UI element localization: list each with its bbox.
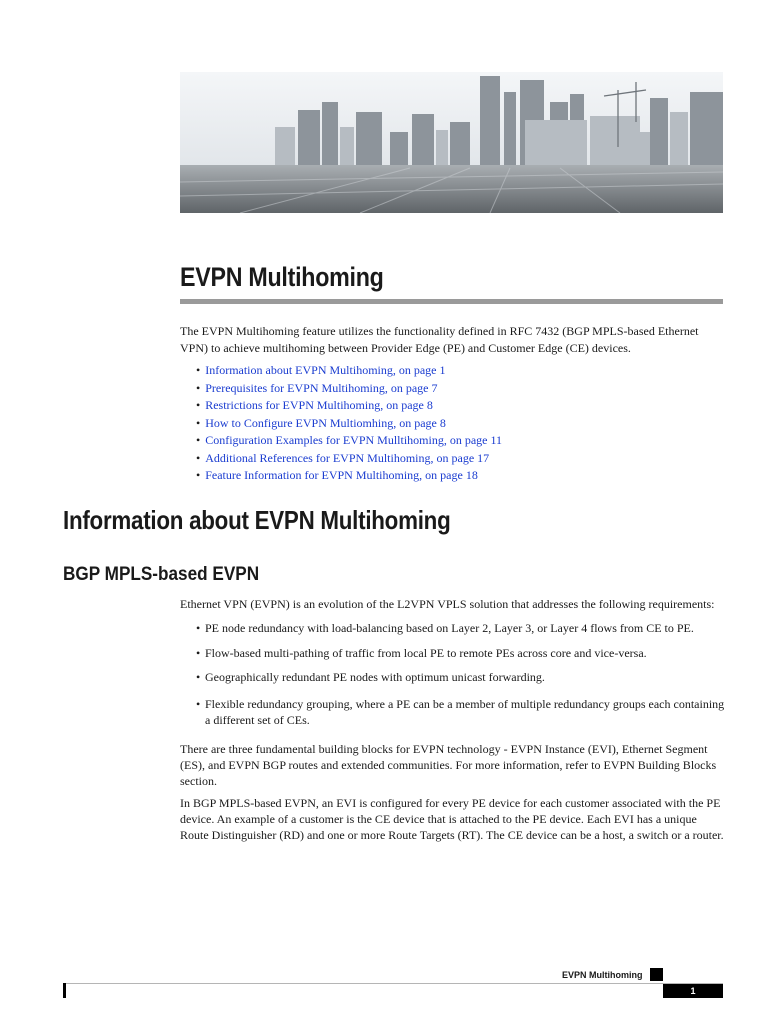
bullet-icon: • bbox=[196, 398, 201, 412]
bullet-icon: • bbox=[196, 415, 201, 430]
list-item bbox=[196, 620, 726, 636]
bullet-icon: • bbox=[196, 468, 201, 482]
toc-link-additional-references[interactable]: Additional References for EVPN Multihoming, on page 17 bbox=[205, 450, 490, 465]
bullet-icon: • bbox=[196, 450, 201, 465]
requirement-text: Geographically redundant PE nodes with optimum unicast forwarding. bbox=[205, 670, 545, 684]
chapter-title: EVPN Multihoming bbox=[180, 262, 384, 292]
page-number: 1 bbox=[663, 984, 723, 998]
bullet-icon: • bbox=[196, 380, 201, 395]
list-item bbox=[196, 669, 726, 685]
subsection-heading: BGP MPLS-based EVPN bbox=[63, 563, 260, 585]
toc-item bbox=[196, 380, 502, 398]
toc-link-feature-information[interactable]: Feature Information for EVPN Multihoming, on page 18 bbox=[205, 468, 478, 482]
footer-tick bbox=[63, 983, 66, 998]
toc-item bbox=[196, 450, 502, 468]
building-blocks-paragraph: There are three fundamental building blocks for EVPN technology - EVPN Instance (EVI), Ethernet Segment (ES), and EVPN BGP routes and extended communities. For more information, refer to EVPN Building Blocks section. bbox=[180, 742, 717, 788]
footer-block bbox=[650, 968, 663, 981]
list-item bbox=[196, 696, 726, 728]
toc-item bbox=[196, 432, 502, 450]
requirement-text: PE node redundancy with load-balancing based on Layer 2, Layer 3, or Layer 4 flows from CE to PE. bbox=[205, 621, 694, 635]
bullet-icon: • bbox=[196, 646, 201, 660]
title-rule bbox=[180, 299, 723, 304]
footer-rule bbox=[64, 983, 723, 984]
toc-link-configuration-examples[interactable]: Configuration Examples for EVPN Mulltihoming, on page 11 bbox=[205, 433, 503, 447]
requirement-text: Flow-based multi-pathing of traffic from local PE to remote PEs across core and vice-versa. bbox=[205, 646, 647, 660]
list-item bbox=[196, 645, 726, 661]
evi-paragraph: In BGP MPLS-based EVPN, an EVI is configured for every PE device for each customer associated with the PE device. An example of a customer is the CE device that is attached to the PE device. Each EVI has a unique Route Distinguisher (RD) and one or more Route Targets (RT). The CE device can be a host, a switch or a router. bbox=[180, 796, 724, 842]
bullet-icon: • bbox=[196, 621, 201, 635]
toc-item bbox=[196, 362, 502, 380]
requirements-lead: Ethernet VPN (EVPN) is an evolution of the L2VPN VPLS solution that addresses the following requirements: bbox=[180, 597, 715, 611]
cityscape-banner-image bbox=[180, 72, 723, 213]
toc-item bbox=[196, 467, 502, 485]
bullet-icon: • bbox=[196, 670, 201, 684]
toc-link-information[interactable]: Information about EVPN Multihoming, on page 1 bbox=[205, 363, 446, 377]
bullet-icon: • bbox=[196, 433, 201, 447]
requirement-text: Flexible redundancy grouping, where a PE can be a member of multiple redundancy groups each containing a different set of CEs. bbox=[205, 697, 725, 727]
footer-chapter-title: EVPN Multihoming bbox=[562, 970, 643, 980]
bullet-icon: • bbox=[196, 363, 201, 377]
toc-link-prerequisites[interactable]: Prerequisites for EVPN Multihoming, on page 7 bbox=[205, 380, 438, 395]
toc-link-how-to-configure[interactable]: How to Configure EVPN Multiomhing, on page 8 bbox=[205, 415, 446, 430]
toc-item bbox=[196, 415, 502, 433]
toc-link-restrictions[interactable]: Restrictions for EVPN Multihoming, on page 8 bbox=[205, 398, 433, 412]
toc-item bbox=[196, 397, 502, 415]
bullet-icon: • bbox=[196, 697, 201, 711]
section-heading: Information about EVPN Multihoming bbox=[63, 505, 451, 535]
chapter-intro: The EVPN Multihoming feature utilizes the functionality defined in RFC 7432 (BGP MPLS-based Ethernet VPN) to achieve multihoming between Provider Edge (PE) and Customer Edge (CE) devices. bbox=[180, 324, 699, 355]
chapter-toc bbox=[196, 362, 502, 485]
